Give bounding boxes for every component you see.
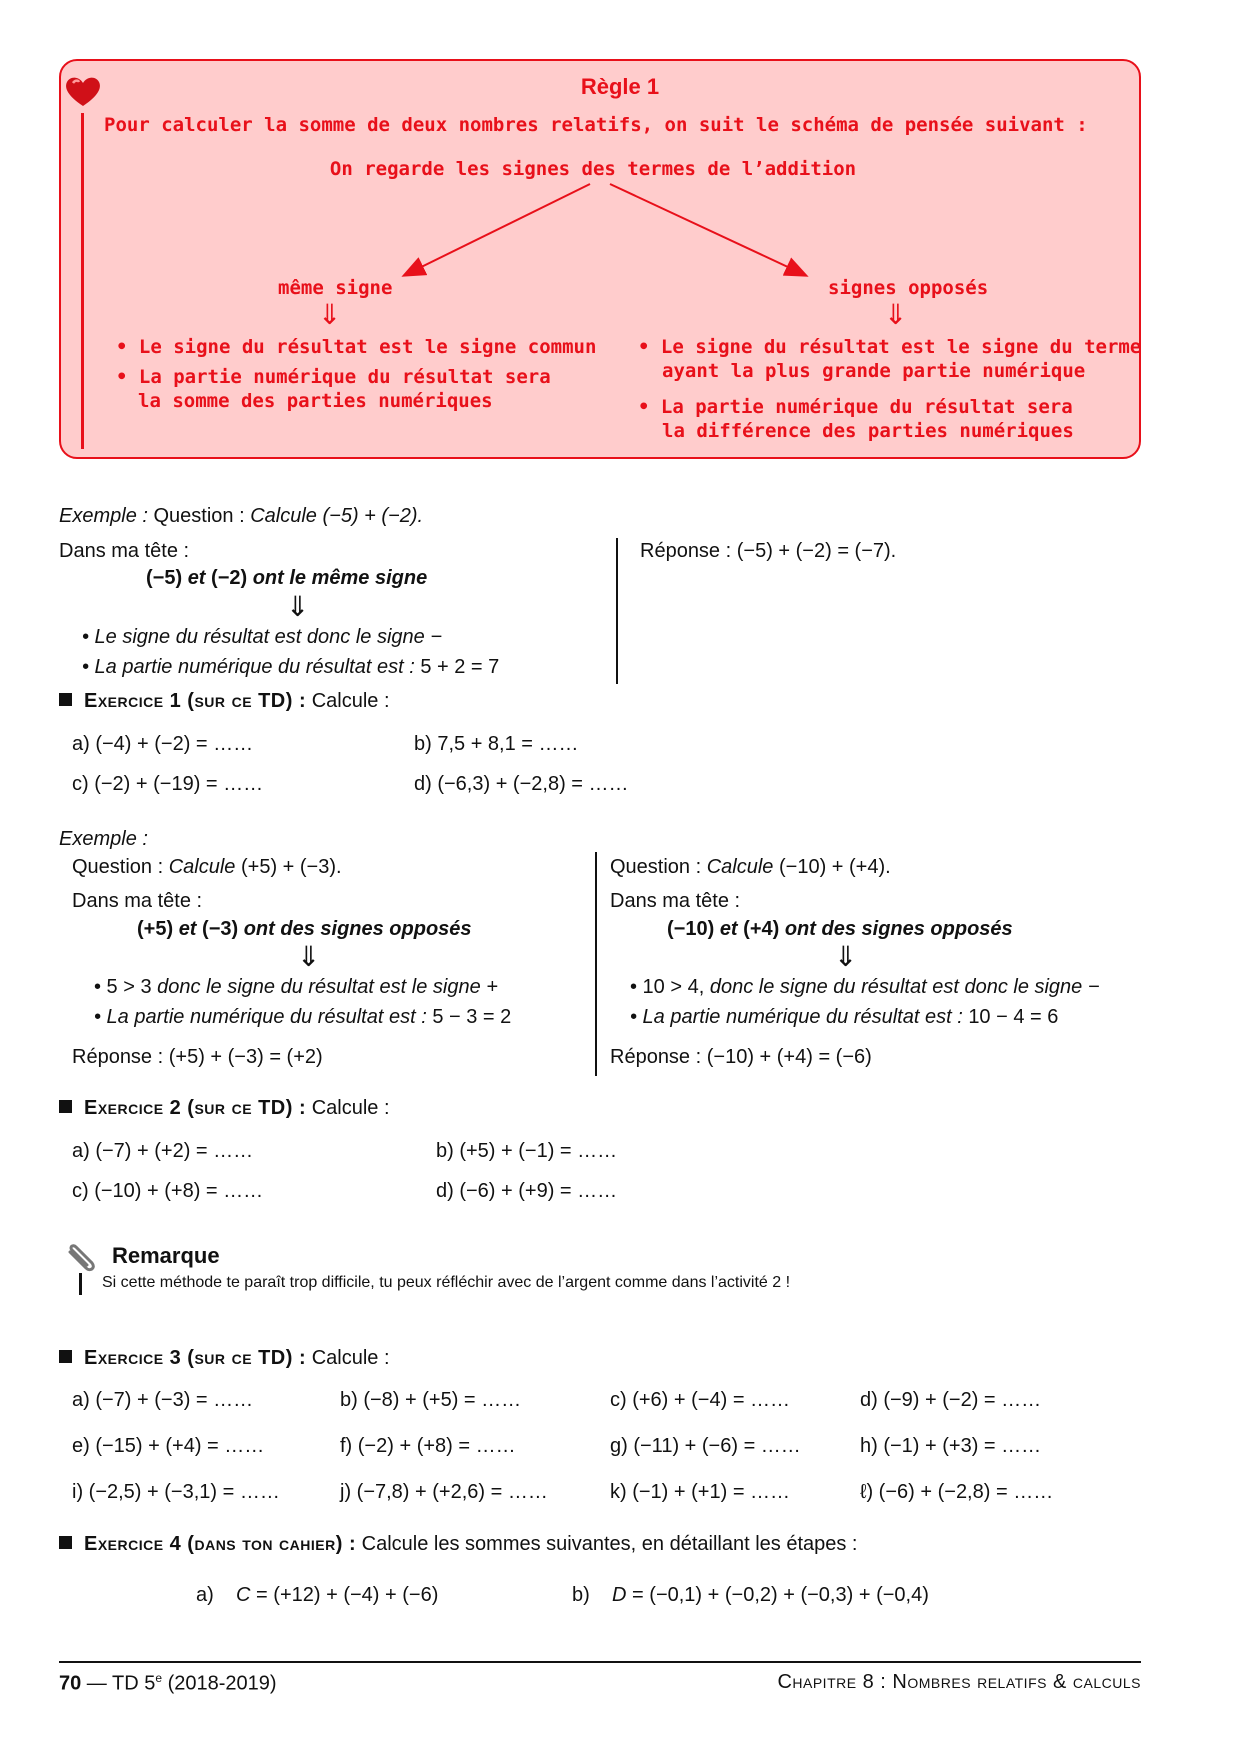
example1-think (146, 567, 427, 590)
ex4-header (59, 1533, 857, 1556)
ex3-item: e) (−15) + (+4) = …… (72, 1435, 265, 1457)
ex4-b-expr: = (−0,1) + (−0,2) + (−0,3) + (−0,4) (626, 1584, 929, 1606)
example1-bullet-2 (82, 656, 499, 679)
example2-left-think-a: (+5) (137, 918, 179, 940)
footer-chapter: Chapitre 8 : Nombres relatifs & calculs (777, 1671, 1141, 1693)
same-sign-down-arrow: ⇓ (318, 299, 342, 330)
example2-divider (595, 852, 597, 1076)
same-sign-bullet-2a: • La partie numérique du résultat sera (116, 366, 551, 388)
opposite-bullet-1a: • Le signe du résultat est le signe du terme (638, 336, 1142, 358)
footer-left (59, 1671, 277, 1696)
bullet-square-icon (59, 1100, 72, 1113)
example2-right-head: Dans ma tête : (610, 890, 741, 912)
example1-think-c: (−2) (211, 567, 253, 589)
ex3-item: k) (−1) + (+1) = …… (610, 1481, 791, 1503)
example1-question-calc: Calcule (−5) + (−2). (250, 505, 424, 527)
example2-left-b2-text: • La partie numérique du résultat est : (94, 1006, 433, 1028)
rule-title: Règle 1 (580, 74, 660, 99)
ex3-item: h) (−1) + (+3) = …… (860, 1435, 1042, 1457)
example1-head: Dans ma tête : (59, 540, 190, 562)
bullet-square-icon (59, 1536, 72, 1549)
example1-think-d: ont le même signe (252, 567, 428, 589)
footer-course: — TD 5 (81, 1672, 156, 1695)
example2-left-think-b: et (178, 918, 203, 940)
example2-right-bullet-1 (630, 976, 1100, 999)
example1-bullet-2-math: 5 + 2 = 7 (420, 656, 500, 678)
ex2-item-d: d) (−6) + (+9) = …… (436, 1180, 618, 1202)
example1-bullet-1: • Le signe du résultat est donc le signe − (82, 626, 443, 648)
opposite-bullet-2a: • La partie numérique du résultat sera (638, 396, 1073, 418)
example2-right-b1-text: donc le signe du résultat est donc le signe − (709, 976, 1100, 998)
example1-divider (616, 538, 618, 684)
ex4-title: Exercice 4 (dans ton cahier) : (84, 1533, 357, 1555)
example2-right-b1-math: • 10 > 4, (630, 976, 710, 998)
ex4-b-label: b) (572, 1584, 590, 1606)
example2-right-b2-math: 10 − 4 = 6 (968, 1006, 1059, 1028)
example1-question-prefix: Question : (153, 505, 251, 527)
ex1-title: Exercice 1 (sur ce TD) : (84, 690, 307, 712)
opposite-bullet-2b: la différence des parties numériques (662, 420, 1074, 442)
example1-think-b: et (187, 567, 212, 589)
paperclip-icon (62, 1238, 102, 1278)
example2-left-q-prefix: Question : (72, 856, 169, 878)
arrow-left (405, 184, 590, 275)
example2-right-think-b: et (719, 918, 744, 940)
example2-right-q-math: (−10) + (+4). (773, 856, 891, 878)
example2-left-bullet-2 (94, 1006, 511, 1029)
example2-left-answer: Réponse : (+5) + (−3) = (+2) (72, 1046, 323, 1068)
ex3-instruction: Calcule : (306, 1347, 390, 1369)
ex3-item: a) (−7) + (−3) = …… (72, 1389, 254, 1411)
example2-label: Exemple : (59, 828, 148, 850)
example2-right-think-a: (−10) (667, 918, 720, 940)
ex2-item-c: c) (−10) + (+8) = …… (72, 1180, 264, 1202)
ex3-item: j) (−7,8) + (+2,6) = …… (340, 1481, 548, 1503)
opposite-signs-down-arrow: ⇓ (884, 299, 908, 330)
ex4-item-b (572, 1584, 929, 1607)
ex3-item: c) (+6) + (−4) = …… (610, 1389, 791, 1411)
ex2-item-a: a) (−7) + (+2) = …… (72, 1140, 254, 1162)
example2-left-b2-math: 5 − 3 = 2 (432, 1006, 512, 1028)
opposite-bullet-1b: ayant la plus grande partie numérique (662, 360, 1086, 382)
same-sign-bullet-2b: la somme des parties numériques (138, 390, 493, 412)
example2-left-q-calc: Calcule (168, 856, 236, 878)
ex1-item-a: a) (−4) + (−2) = …… (72, 733, 254, 755)
example2-right-think (667, 918, 1013, 941)
ex4-b-var: D (612, 1584, 627, 1606)
arrow-right (610, 184, 805, 275)
ex1-item-c: c) (−2) + (−19) = …… (72, 773, 264, 795)
remark-text: Si cette méthode te paraît trop difficile, tu peux réfléchir avec de l’argent comme dans l’activité 2 ! (102, 1274, 791, 1291)
example2-right-question (610, 856, 891, 879)
example2-left-think-c: (−3) (202, 918, 244, 940)
example1-answer: Réponse : (−5) + (−2) = (−7). (640, 540, 897, 562)
example2-right-q-calc: Calcule (706, 856, 774, 878)
ex1-header (59, 690, 390, 713)
example2-right-b2-text: • La partie numérique du résultat est : (630, 1006, 969, 1028)
ex3-item: g) (−11) + (−6) = …… (610, 1435, 801, 1457)
ex3-item: d) (−9) + (−2) = …… (860, 1389, 1042, 1411)
remark-bar (79, 1273, 82, 1295)
example2-left-q-math: (+5) + (−3). (235, 856, 342, 878)
ex1-item-d: d) (−6,3) + (−2,8) = …… (414, 773, 629, 795)
ex1-item-b: b) 7,5 + 8,1 = …… (414, 733, 579, 755)
ex1-instruction: Calcule : (306, 690, 390, 712)
footer-page-number: 70 (59, 1672, 82, 1695)
ex2-item-b: b) (+5) + (−1) = …… (436, 1140, 618, 1162)
rule-intro: Pour calculer la somme de deux nombres relatifs, on suit le schéma de pensée suivant : (104, 114, 1088, 136)
ex2-title: Exercice 2 (sur ce TD) : (84, 1097, 307, 1119)
example1-label: Exemple : (59, 505, 148, 527)
ex2-header (59, 1097, 390, 1120)
ex3-item: b) (−8) + (+5) = …… (340, 1389, 522, 1411)
ex2-instruction: Calcule : (306, 1097, 390, 1119)
example2-right-think-d: ont des signes opposés (784, 918, 1013, 940)
ex3-header (59, 1347, 390, 1370)
example1-bullet-2-text: • La partie numérique du résultat est : (82, 656, 421, 678)
example2-left-b1-text: donc le signe du résultat est le signe + (157, 976, 498, 998)
example2-right-q-prefix: Question : (610, 856, 707, 878)
ex3-item: ℓ) (−6) + (−2,8) = …… (860, 1481, 1054, 1503)
ex3-item: f) (−2) + (+8) = …… (340, 1435, 516, 1457)
example1-think-a: (−5) (146, 567, 188, 589)
ex3-item: i) (−2,5) + (−3,1) = …… (72, 1481, 280, 1503)
example2-right-down-arrow: ⇓ (834, 941, 858, 972)
bullet-square-icon (59, 1350, 72, 1363)
same-sign-label: même signe (278, 277, 393, 299)
ex4-a-expr: = (+12) + (−4) + (−6) (250, 1584, 439, 1606)
rule-question: On regarde les signes des termes de l’addition (329, 158, 857, 180)
example2-left-b1-math: • 5 > 3 (94, 976, 158, 998)
ex4-a-var: C (236, 1584, 251, 1606)
footer-rule (59, 1661, 1141, 1663)
example2-left-think-d: ont des signes opposés (243, 918, 472, 940)
ex4-item-a (196, 1584, 438, 1607)
example2-left-down-arrow: ⇓ (297, 941, 321, 972)
opposite-signs-label: signes opposés (828, 277, 989, 299)
ex3-title: Exercice 3 (sur ce TD) : (84, 1347, 307, 1369)
example2-left-think (137, 918, 472, 941)
rule-arrows (0, 0, 1240, 300)
footer-sup: e (155, 1671, 163, 1685)
bullet-square-icon (59, 693, 72, 706)
ex4-instruction: Calcule les sommes suivantes, en détaillant les étapes : (356, 1533, 858, 1555)
example2-left-question (72, 856, 342, 879)
example2-left-bullet-1 (94, 976, 498, 999)
remark-title: Remarque (112, 1243, 220, 1268)
example1-down-arrow: ⇓ (286, 591, 310, 622)
example1-question-line (59, 505, 423, 528)
footer-year: (2018-2019) (162, 1672, 277, 1695)
example2-right-answer: Réponse : (−10) + (+4) = (−6) (610, 1046, 872, 1068)
example2-right-think-c: (+4) (743, 918, 785, 940)
example2-left-head: Dans ma tête : (72, 890, 203, 912)
example2-right-bullet-2 (630, 1006, 1058, 1029)
ex4-a-label: a) (196, 1584, 214, 1606)
same-sign-bullet-1: • Le signe du résultat est le signe commun (116, 336, 597, 358)
